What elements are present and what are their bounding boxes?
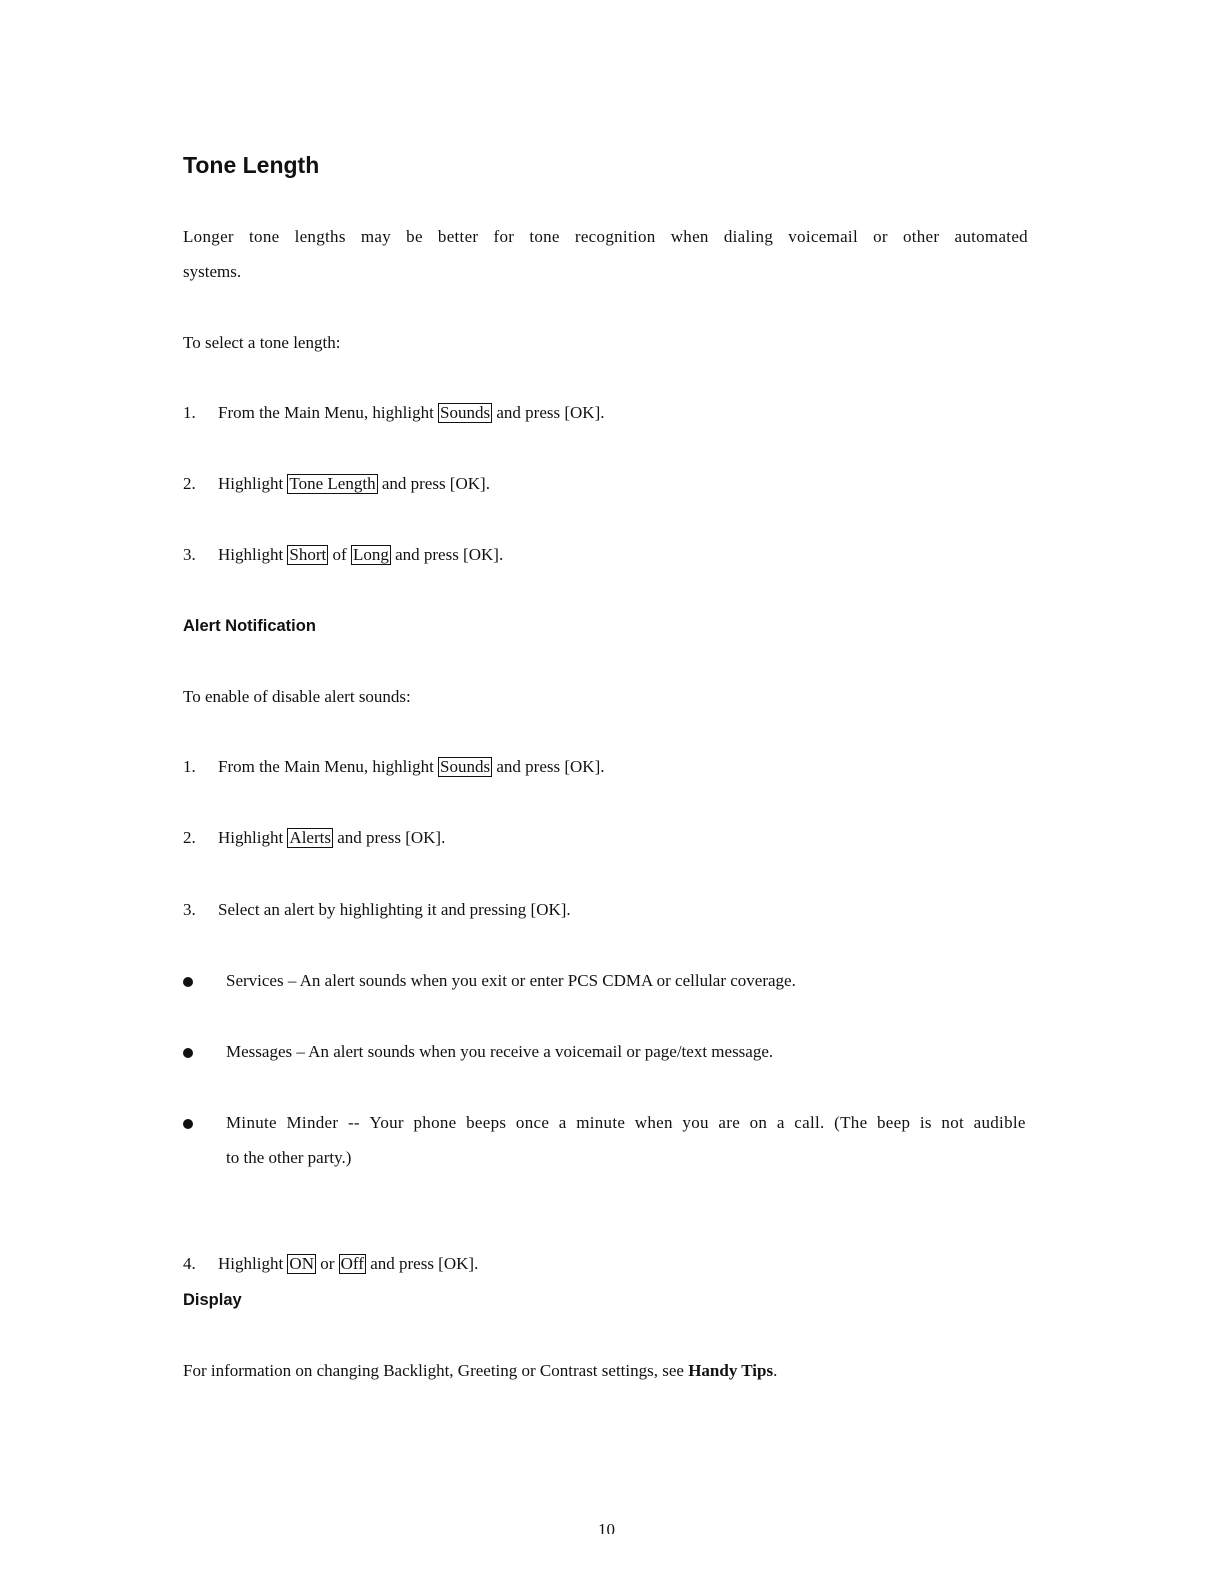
minute-minder-word: call. bbox=[794, 1113, 825, 1132]
minute-minder-word: are bbox=[718, 1113, 741, 1132]
bullet-item-minute-minder-line1 bbox=[226, 1113, 1026, 1133]
intro-word: dialing bbox=[723, 227, 774, 246]
step-text: and press [OK]. bbox=[377, 474, 490, 493]
display-text bbox=[183, 1361, 777, 1381]
step-text: From the Main Menu, highlight bbox=[218, 757, 439, 776]
menu-item-box: Off bbox=[340, 1254, 364, 1273]
bullet-item-services: Services – An alert sounds when you exit or enter PCS CDMA or cellular coverage. bbox=[226, 971, 796, 990]
minute-minder-word: audible bbox=[973, 1113, 1026, 1132]
menu-item-box: Sounds bbox=[440, 757, 491, 776]
handy-tips-reference: Handy Tips bbox=[688, 1361, 774, 1380]
step-text: and press [OK]. bbox=[332, 828, 446, 847]
minute-minder-word: not bbox=[941, 1113, 965, 1132]
bullet-icon bbox=[183, 1119, 193, 1129]
minute-minder-word: beep bbox=[877, 1113, 911, 1132]
menu-item-box: Short bbox=[289, 545, 327, 564]
minute-minder-word: (The bbox=[834, 1113, 868, 1132]
menu-item-box: ON bbox=[289, 1254, 314, 1273]
section-heading-alert: Alert Notification bbox=[183, 617, 316, 635]
intro-word: when bbox=[670, 227, 709, 246]
minute-minder-word: you bbox=[682, 1113, 709, 1132]
bullet-icon bbox=[183, 1048, 193, 1058]
step-text: Highlight bbox=[218, 828, 288, 847]
minute-minder-word: beeps bbox=[466, 1113, 507, 1132]
step-number: 2. bbox=[183, 474, 196, 493]
intro-word: Longer bbox=[183, 227, 234, 246]
menu-item-box: Alerts bbox=[289, 828, 331, 847]
alert-step-4 bbox=[183, 1254, 478, 1274]
display-text-body: For information on changing Backlight, Greeting or Contrast settings, see bbox=[183, 1361, 689, 1380]
minute-minder-word: a bbox=[776, 1113, 785, 1132]
intro-word: automated bbox=[954, 227, 1028, 246]
intro-word: for bbox=[493, 227, 515, 246]
step-number: 2. bbox=[183, 828, 196, 847]
tone-step-2 bbox=[183, 474, 490, 494]
intro-word: lengths bbox=[294, 227, 346, 246]
step-text: and press [OK]. bbox=[492, 757, 605, 776]
alert-intro: To enable of disable alert sounds: bbox=[183, 687, 411, 706]
tone-step-3 bbox=[183, 545, 503, 565]
intro-word: tone bbox=[529, 227, 560, 246]
step-text: Highlight bbox=[218, 545, 288, 564]
step-text: Select an alert by highlighting it and pressing [OK]. bbox=[218, 900, 571, 919]
tone-select-heading: To select a tone length: bbox=[183, 333, 341, 352]
minute-minder-word: when bbox=[634, 1113, 673, 1132]
step-text: and press [OK]. bbox=[365, 1254, 479, 1273]
step-number: 3. bbox=[183, 545, 196, 564]
intro-paragraph-line1 bbox=[183, 227, 1028, 247]
bullet-item-minute-minder-line2: to the other party.) bbox=[226, 1148, 352, 1167]
step-text: From the Main Menu, highlight bbox=[218, 403, 439, 422]
intro-word: or bbox=[873, 227, 888, 246]
step-text: Highlight bbox=[218, 474, 288, 493]
step-text: or bbox=[315, 1254, 339, 1273]
minute-minder-word: minute bbox=[576, 1113, 626, 1132]
minute-minder-word: -- bbox=[347, 1113, 360, 1132]
step-text: and press [OK]. bbox=[390, 545, 504, 564]
minute-minder-word: phone bbox=[413, 1113, 457, 1132]
minute-minder-word: a bbox=[558, 1113, 567, 1132]
minute-minder-word: Your bbox=[369, 1113, 404, 1132]
minute-minder-word: once bbox=[515, 1113, 550, 1132]
bullet-icon bbox=[183, 977, 193, 987]
step-text: Highlight bbox=[218, 1254, 288, 1273]
step-number: 1. bbox=[183, 757, 196, 776]
intro-paragraph-line2: systems. bbox=[183, 262, 242, 281]
section-heading-display: Display bbox=[183, 1291, 242, 1309]
tone-step-1 bbox=[183, 403, 604, 423]
step-number: 4. bbox=[183, 1254, 196, 1273]
bullet-item-messages: Messages – An alert sounds when you receive a voicemail or page/text message. bbox=[226, 1042, 774, 1061]
menu-item-box: Long bbox=[352, 545, 389, 564]
alert-step-2 bbox=[183, 828, 445, 848]
alert-step-1 bbox=[183, 757, 604, 777]
alert-step-3 bbox=[183, 900, 571, 920]
intro-word: tone bbox=[249, 227, 280, 246]
intro-word: be bbox=[406, 227, 423, 246]
minute-minder-word: Minder bbox=[286, 1113, 339, 1132]
menu-item-box: Sounds bbox=[440, 403, 491, 422]
step-text: of bbox=[328, 545, 351, 564]
minute-minder-word: on bbox=[749, 1113, 768, 1132]
minute-minder-word: is bbox=[919, 1113, 932, 1132]
intro-word: may bbox=[360, 227, 392, 246]
page-title: Tone Length bbox=[183, 152, 320, 178]
intro-word: voicemail bbox=[788, 227, 858, 246]
intro-word: better bbox=[437, 227, 479, 246]
intro-word: recognition bbox=[574, 227, 656, 246]
menu-item-box: Tone Length bbox=[289, 474, 376, 493]
step-number: 3. bbox=[183, 900, 196, 919]
step-text: and press [OK]. bbox=[492, 403, 605, 422]
page-number: 10 bbox=[598, 1520, 615, 1534]
display-text-end: . bbox=[773, 1361, 778, 1380]
step-number: 1. bbox=[183, 403, 196, 422]
minute-minder-word: Minute bbox=[226, 1113, 277, 1132]
intro-word: other bbox=[902, 227, 940, 246]
